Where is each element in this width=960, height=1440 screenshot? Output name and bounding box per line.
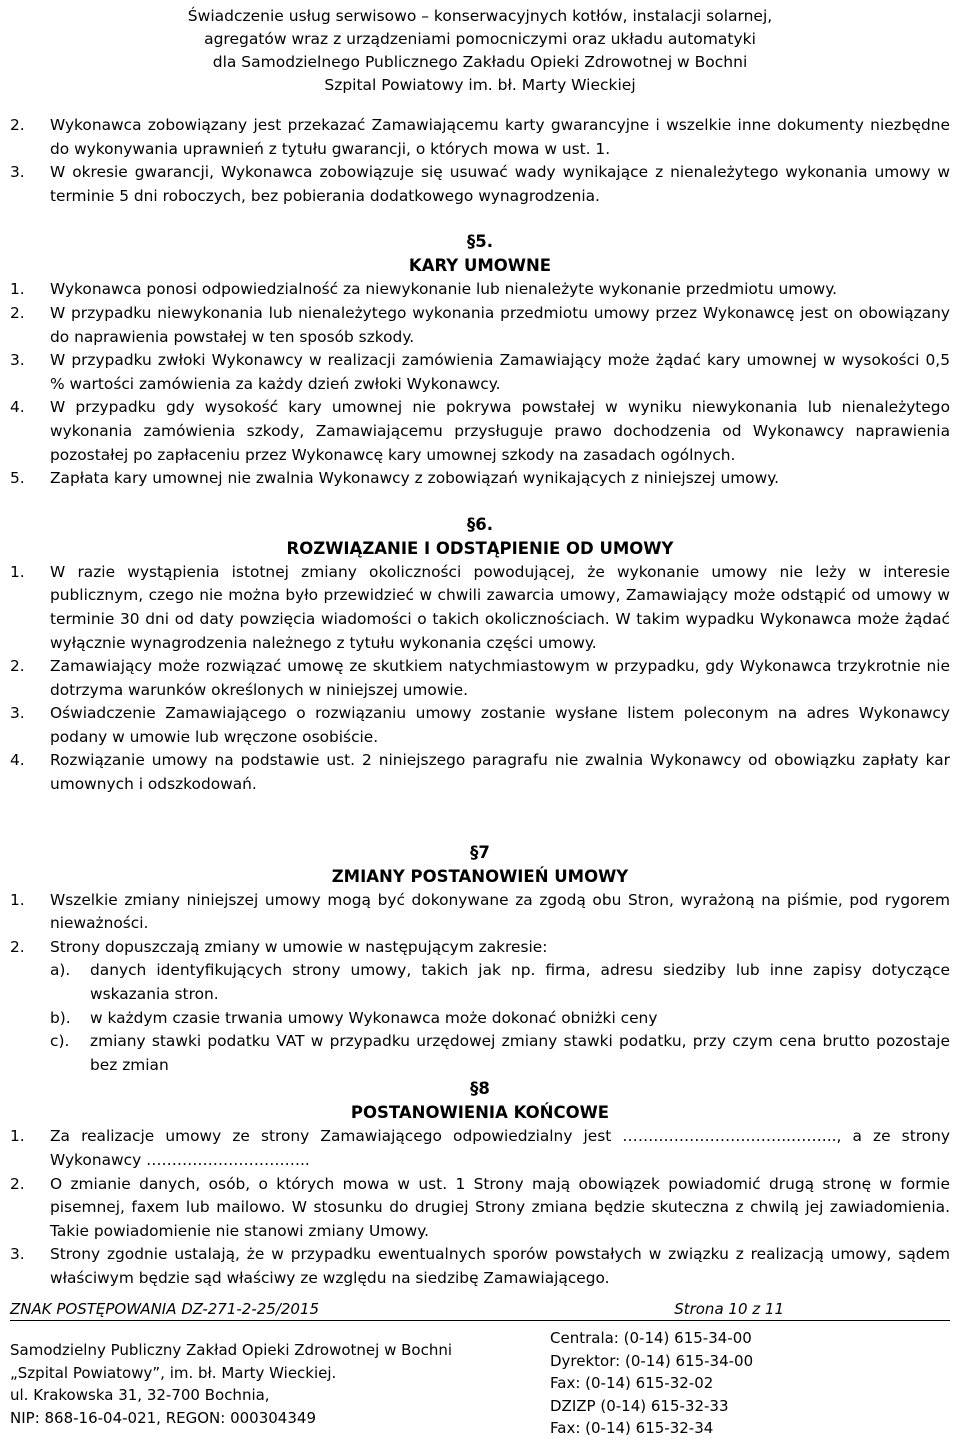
item-number: 4. <box>10 751 25 770</box>
phone-line: Fax: (0-14) 615-32-02 <box>550 1374 714 1392</box>
item-text: W przypadku niewykonania lub nienależytego wykonania przedmiotu umowy przez Wykonawcę jest on obowiązany do naprawienia powstałej w ten sposób szkody. <box>50 303 950 346</box>
sub-item-letter: a). <box>50 961 71 980</box>
address-line: NIP: 868-16-04-021, REGON: 000304349 <box>10 1408 316 1427</box>
item-number: 2. <box>10 116 25 134</box>
section-number: §7 <box>470 842 490 862</box>
item-number: 1. <box>10 1127 25 1146</box>
intro-list <box>10 114 950 208</box>
list-item <box>10 749 950 796</box>
section-title: KARY UMOWNE <box>408 256 552 276</box>
item-number: 4. <box>10 398 25 417</box>
list-item <box>10 349 950 396</box>
item-text: Wykonawca ponosi odpowiedzialność za niewykonanie lub nienależyte wykonanie przedmiotu umowy. <box>50 280 838 299</box>
sub-item-text: w każdym czasie trwania umowy Wykonawca może dokonać obniżki ceny <box>90 1008 658 1027</box>
sub-item-text: danych identyfikujących strony umowy, takich jak np. firma, adresu siedziby lub inne zapisy dotyczące wskazania stron. <box>90 961 950 1004</box>
footer-reference-line <box>10 1298 950 1321</box>
address-line: Samodzielny Publiczny Zakład Opieki Zdrowotnej w Bochni <box>10 1341 453 1359</box>
item-number: 2. <box>10 937 25 956</box>
list-item <box>10 1173 950 1244</box>
section-title: ROZWIĄZANIE I ODSTĄPIENIE OD UMOWY <box>286 538 674 558</box>
sub-item-text: zmiany stawki podatku VAT w przypadku urzędowej zmiany stawki podatku, przy czym cena brutto pozostaje bez zmian <box>90 1032 950 1074</box>
list-item <box>10 655 950 702</box>
sub-list-item <box>10 1030 950 1077</box>
list-item <box>10 1243 950 1290</box>
sub-list-item <box>10 959 950 1006</box>
sub-item-letter: c). <box>50 1032 70 1051</box>
section-title: ZMIANY POSTANOWIEŃ UMOWY <box>331 866 629 886</box>
item-text: Strony zgodnie ustalają, że w przypadku ewentualnych sporów powstałych w związku z realizacją umowy, sądem właściwym będzie sąd właściwy ze względu na siedzibę Zamawiającego. <box>50 1245 950 1287</box>
item-text: Za realizacje umowy ze strony Zamawiającego odpowiedzialny jest …………………….……..……..., a ze strony Wykonawcy ………………………….. <box>50 1127 950 1169</box>
item-number: 3. <box>10 351 25 370</box>
item-number: 1. <box>10 562 25 581</box>
item-text: Wszelkie zmiany niniejszej umowy mogą być dokonywane za zgodą obu Stron, wyrażoną na piśmie, pod rygorem nieważności. <box>50 890 950 933</box>
item-text: W okresie gwarancji, Wykonawca zobowiązuje się usuwać wady wynikające z nienależytego wykonania umowy w terminie 5 dni roboczych, bez pobierania dodatkowego wynagrodzenia. <box>50 163 950 205</box>
footer-address <box>10 1327 550 1440</box>
footer-phones <box>550 1327 950 1440</box>
reference-number: ZNAK POSTĘPOWANIA DZ-271-2-25/2015 <box>10 1300 320 1318</box>
header-line: Szpital Powiatowy im. bł. Marty Wieckiej <box>324 76 636 94</box>
page-number: Strona 10 z 11 <box>674 1300 784 1318</box>
document-page <box>10 0 950 1291</box>
section-list <box>10 1125 950 1290</box>
list-item <box>10 302 950 349</box>
item-text: Wykonawca zobowiązany jest przekazać Zamawiającemu karty gwarancyjne i wszelkie inne dokumenty niezbędne do wykonywania uprawnień z tytułu gwarancji, o których mowa w ust. 1. <box>50 116 950 158</box>
item-number: 5. <box>10 469 25 488</box>
list-item <box>10 114 950 161</box>
list-item <box>10 702 950 749</box>
item-number: 3. <box>10 1245 25 1264</box>
list-item <box>10 936 950 960</box>
phone-line: DZIZP (0-14) 615-32-33 <box>550 1396 729 1415</box>
phone-line: Dyrektor: (0-14) 615-34-00 <box>550 1351 754 1370</box>
section-number: §5. <box>467 232 493 252</box>
list-item <box>10 889 950 936</box>
item-text: Strony dopuszczają zmiany w umowie w następującym zakresie: <box>50 937 548 956</box>
section-list <box>10 278 950 490</box>
sub-list-item <box>10 1007 950 1031</box>
item-text: Oświadczenie Zamawiającego o rozwiązaniu umowy zostanie wysłane listem poleconym na adres Wykonawcy podany w umowie lub wręczone osobiście. <box>50 704 950 746</box>
sub-item-letter: b). <box>50 1008 71 1027</box>
item-text: W przypadku zwłoki Wykonawcy w realizacji zamówienia Zamawiający może żądać kary umownej w wysokości 0,5 % wartości zamówienia za każdy dzień zwłoki Wykonawcy. <box>50 351 950 393</box>
address-line: ul. Krakowska 31, 32-700 Bochnia, <box>10 1386 270 1404</box>
section-number: §6. <box>467 514 493 534</box>
address-line: „Szpital Powiatowy”, im. bł. Marty Wieckiej. <box>10 1363 337 1382</box>
phone-line: Fax: (0-14) 615-32-34 <box>550 1419 714 1437</box>
footer-contact <box>10 1327 950 1440</box>
item-text: Zapłata kary umownej nie zwalnia Wykonawcy z zobowiązań wynikających z niniejszej umowy. <box>50 469 779 488</box>
item-number: 1. <box>10 280 25 299</box>
list-item <box>10 467 950 491</box>
item-number: 2. <box>10 1174 25 1193</box>
item-number: 1. <box>10 890 25 909</box>
item-text: Zamawiający może rozwiązać umowę ze skutkiem natychmiastowym w przypadku, gdy Wykonawca trzykrotnie nie dotrzyma warunków określonych w niniejszej umowie. <box>50 657 950 699</box>
list-item <box>10 1125 950 1172</box>
list-item <box>10 561 950 655</box>
list-item <box>10 396 950 467</box>
item-number: 3. <box>10 163 25 182</box>
document-header <box>10 0 950 97</box>
section-title: POSTANOWIENIA KOŃCOWE <box>350 1103 610 1123</box>
header-line: agregatów wraz z urządzeniami pomocniczymi oraz układu automatyki <box>204 30 756 48</box>
document-footer <box>10 1298 950 1440</box>
phone-line: Centrala: (0-14) 615-34-00 <box>550 1329 752 1347</box>
item-number: 2. <box>10 657 25 676</box>
header-line: Świadczenie usług serwisowo – konserwacyjnych kotłów, instalacji solarnej, <box>187 7 773 25</box>
section-list <box>10 561 950 797</box>
item-text: O zmianie danych, osób, o których mowa w ust. 1 Strony mają obowiązek powiadomić drugą stronę w formie pisemnej, faxem lub mailowo. W stosunku do drugiej Strony zmiana będzie skuteczna z chwilą jej zawiadomienia. Takie powiadomienie nie stanowi zmiany Umowy. <box>50 1174 950 1240</box>
item-number: 3. <box>10 704 25 723</box>
header-line: dla Samodzielnego Publicznego Zakładu Opieki Zdrowotnej w Bochni <box>212 53 748 71</box>
list-item <box>10 278 950 302</box>
item-text: Rozwiązanie umowy na podstawie ust. 2 niniejszego paragrafu nie zwalnia Wykonawcy od obowiązku zapłaty kar umownych i odszkodowań. <box>50 751 950 794</box>
list-item <box>10 161 950 208</box>
section-list <box>10 889 950 1078</box>
item-number: 2. <box>10 303 25 322</box>
item-text: W przypadku gdy wysokość kary umownej nie pokrywa powstałej w wyniku niewykonania lub nienależytego wykonania zamówienia szkody, Zamawiającemu przysługuje prawo dochodzenia od Wykonawcy naprawienia pozostałej po zapłaceniu przez Wykonawcę kary umownej szkody na zasadach ogólnych. <box>50 398 950 464</box>
section-number: §8 <box>470 1079 490 1099</box>
item-text: W razie wystąpienia istotnej zmiany okoliczności powodującej, że wykonanie umowy nie leży w interesie publicznym, czego nie można było przewidzieć w chwili zawarcia umowy, Zamawiający może odstąpić od umowy w terminie 30 dni od daty powzięcia wiadomości o takich okolicznościach. W takim wypadku Wykonawca może żądać wyłącznie wynagrodzenia należnego z tytułu wykonania części umowy. <box>50 562 950 652</box>
